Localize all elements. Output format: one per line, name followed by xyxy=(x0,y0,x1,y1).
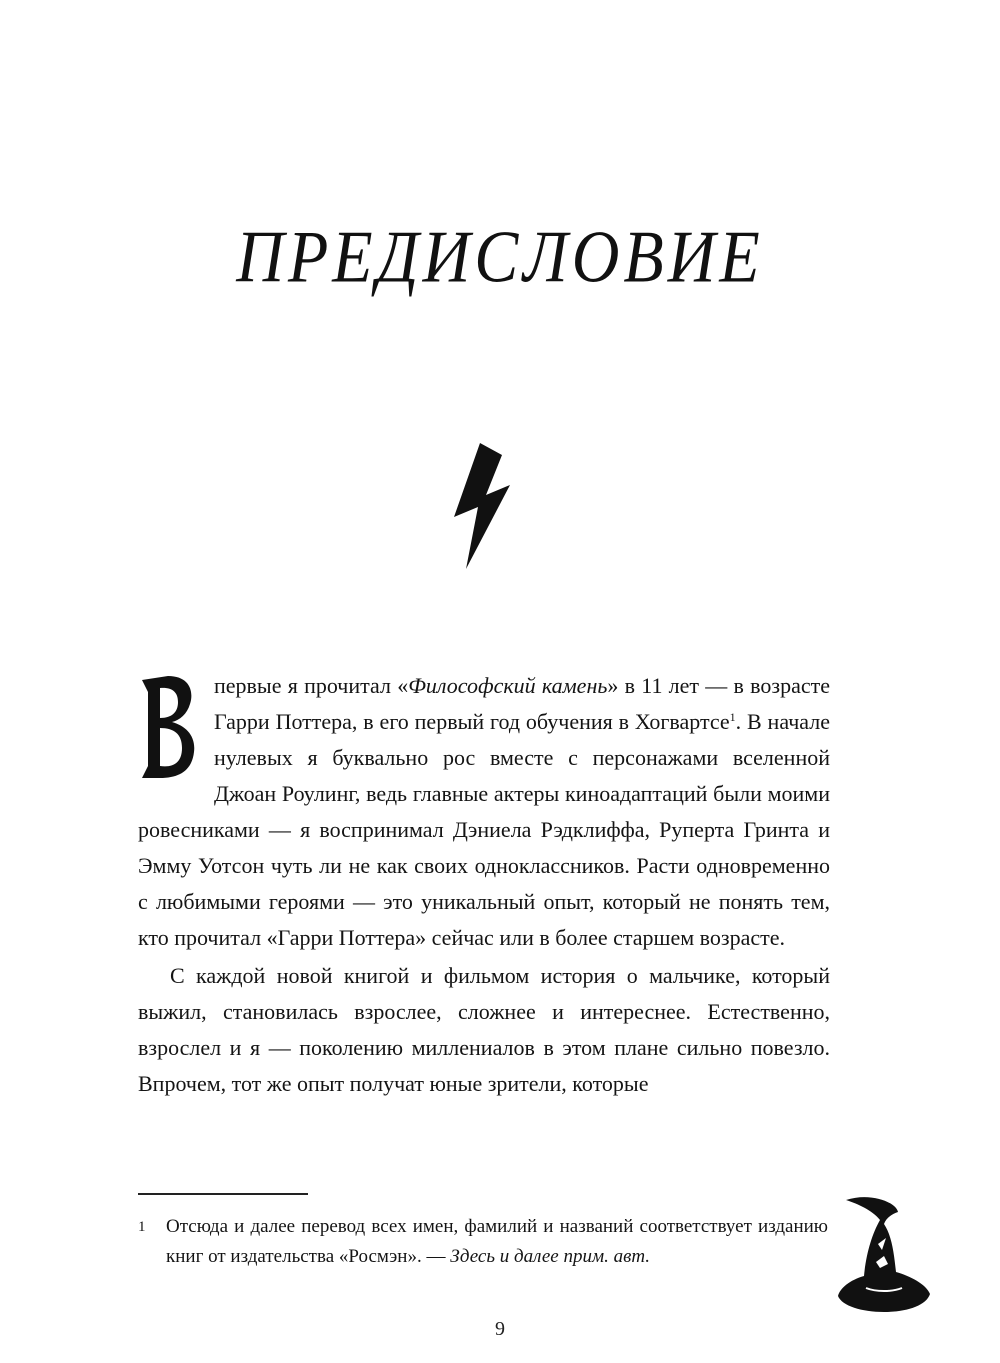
paragraph-1-text-b: » в 11 лет — в возрасте Гарри Поттера, в его первый год обучения в Хогвартсе xyxy=(214,673,831,734)
lightning-bolt-icon xyxy=(452,441,514,571)
chapter-title: ПРЕДИСЛОВИЕ xyxy=(236,216,764,299)
drop-cap-glyph xyxy=(138,674,198,780)
paragraph-1-text-a: первые я прочитал « xyxy=(214,673,409,698)
paragraph-1-text-c: . В начале нулевых я буквально рос вместе с персонажами вселенной Джоан Роулинг, ведь главные актеры киноадаптаций были моими ровесниками — я воспринимал Дэниела Рэдклиффа, Руперта Гринта и Эмму Уотсон чуть ли не как своих одноклассников. Расти одновременно с любимыми героями — это уникальный опыт, который не понять тем, кто прочитал «Гарри Поттера» сейчас или в более старшем возрасте. xyxy=(138,709,830,950)
paragraph-2: С каждой новой книгой и фильмом история о мальчике, который выжил, становилась взрослее, сложнее и интереснее. Естественно, взрослел и я — поколению миллениалов в этом плане сильно повезло. Впрочем, тот же опыт получат юные зрители, которые xyxy=(138,963,830,1096)
sorting-hat-icon xyxy=(836,1192,932,1316)
footnote-reference[interactable]: 1 xyxy=(729,710,736,724)
footnote-text xyxy=(166,1212,828,1272)
body-text xyxy=(138,668,830,1102)
paragraph-1 xyxy=(138,668,830,956)
footnote-text-plain: Отсюда и далее перевод всех имен, фамилий и названий соответствует изданию книг от издательства «Росмэн». — xyxy=(166,1216,828,1267)
footnote-number: 1 xyxy=(138,1219,146,1235)
book-title-italic: Философский камень xyxy=(408,673,608,698)
footnote xyxy=(138,1212,828,1272)
drop-cap xyxy=(138,674,198,780)
page-number: 9 xyxy=(495,1318,505,1340)
footnote-text-italic: Здесь и далее прим. авт. xyxy=(450,1246,651,1267)
footnote-divider xyxy=(138,1193,308,1195)
